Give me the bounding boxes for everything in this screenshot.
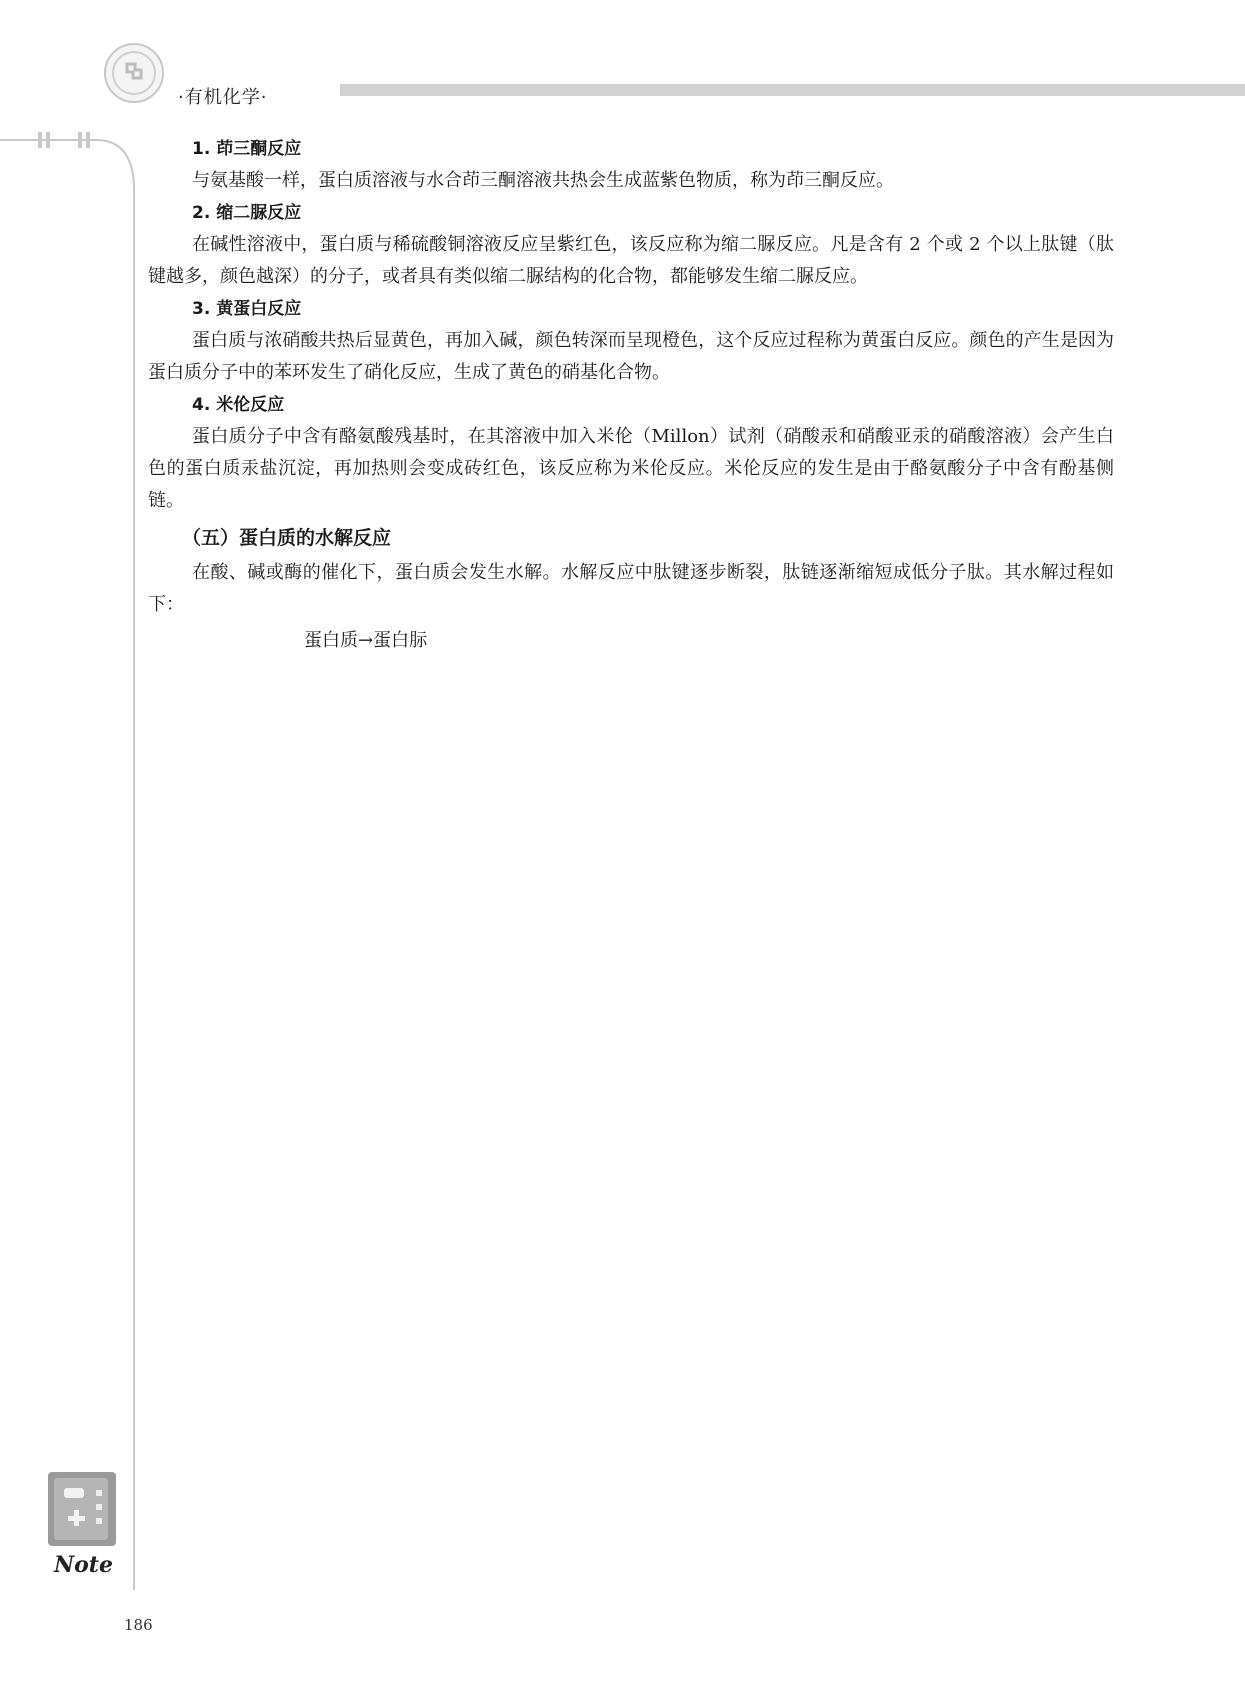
section-heading-4: 4. 米伦反应	[192, 395, 285, 415]
section-heading-1: 1. 茚三酮反应	[192, 139, 302, 159]
section-heading-3: 3. 黄蛋白反应	[192, 299, 302, 319]
note-icon	[46, 1470, 118, 1548]
section-paragraph-1: 与氨基酸一样，蛋白质溶液与水合茚三酮溶液共热会生成蓝紫色物质，称为茚三酮反应。	[192, 170, 894, 191]
header-rule	[340, 84, 1245, 96]
section-paragraph-3: 蛋白质与浓硝酸共热后显黄色，再加入碱，颜色转深而呈现橙色，这个反应过程称为黄蛋白反应。颜色的产生是因为蛋白质分子中的苯环发生了硝化反应，生成了黄色的硝基化合物。	[148, 330, 1114, 383]
margin-rule	[0, 130, 145, 1590]
header-logo-icon	[103, 42, 165, 104]
section-paragraph-2: 在碱性溶液中，蛋白质与稀硫酸铜溶液反应呈紫红色，该反应称为缩二脲反应。凡是含有 2 个或 2 个以上肽键（肽键越多，颜色越深）的分子，或者具有类似缩二脲结构的化合物，都能够发生缩二脲反应。	[148, 234, 1114, 287]
hydrolysis-formula: 蛋白质→蛋白䏡	[304, 630, 428, 651]
section-paragraph-5: 在酸、碱或酶的催化下，蛋白质会发生水解。水解反应中肽键逐步断裂，肽链逐渐缩短成低分子肽。其水解过程如下：	[148, 562, 1114, 615]
section-heading-2: 2. 缩二脲反应	[192, 203, 302, 223]
header-title: ·有机化学·	[178, 87, 268, 108]
note-label: Note	[54, 1552, 113, 1578]
page-number: 186	[124, 1616, 153, 1634]
section-heading-5: （五）蛋白质的水解反应	[182, 527, 392, 549]
main-content	[148, 133, 1114, 657]
section-paragraph-4: 蛋白质分子中含有酪氨酸残基时，在其溶液中加入米伦（Millon）试剂（硝酸汞和硝酸亚汞的硝酸溶液）会产生白色的蛋白质汞盐沉淀，再加热则会变成砖红色，该反应称为米伦反应。米伦反应的发生是由于酪氨酸分子中含有酚基侧链。	[148, 426, 1114, 511]
